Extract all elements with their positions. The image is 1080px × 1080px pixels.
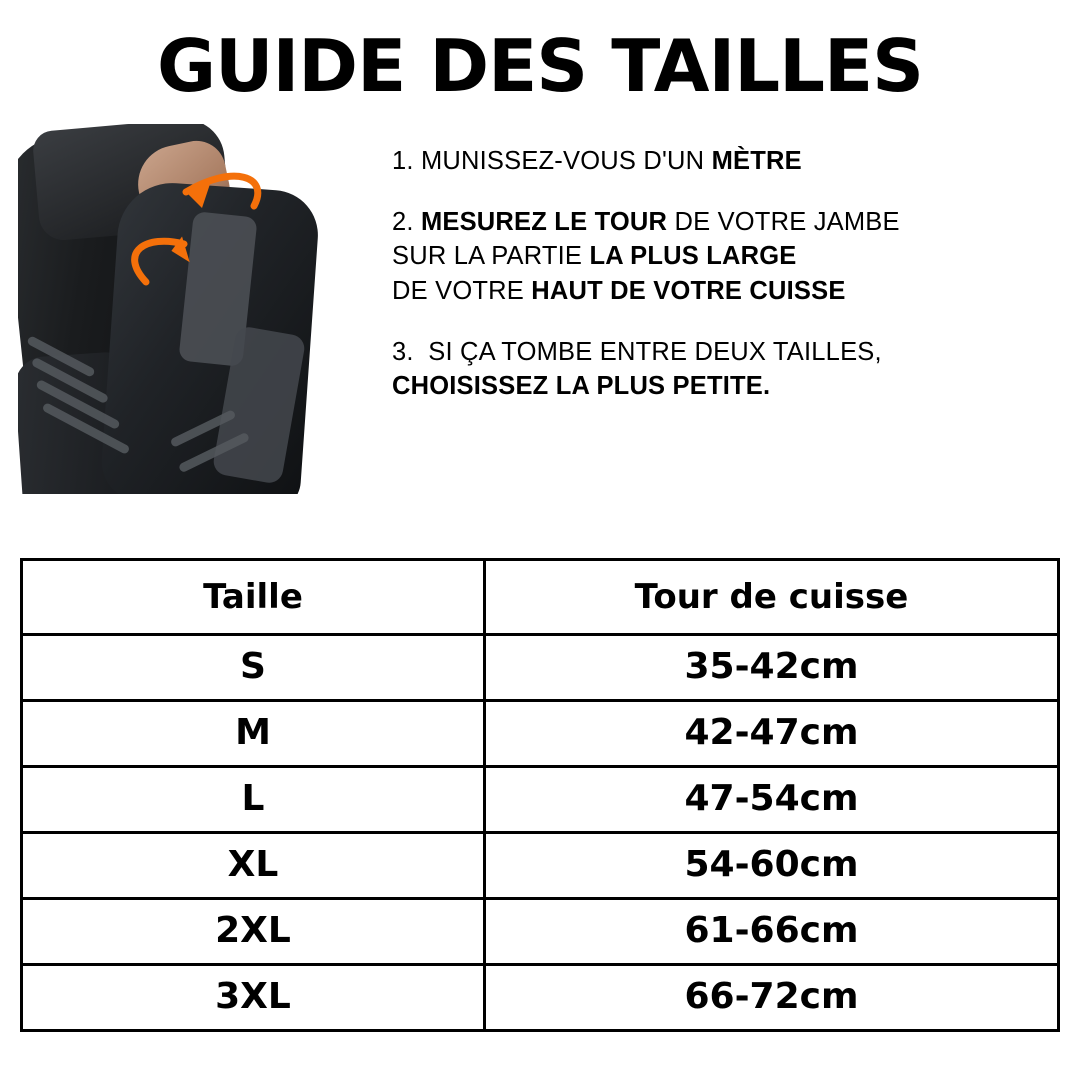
cell-circumference: 66-72cm — [485, 965, 1059, 1031]
size-table — [20, 558, 1060, 1032]
instruction-step-2 — [392, 205, 1080, 309]
table-header-row — [22, 560, 1059, 635]
step-2-text-1: DE VOTRE JAMBE — [667, 207, 900, 236]
table-row — [22, 701, 1059, 767]
table-row — [22, 899, 1059, 965]
measurement-arrows-icon — [18, 124, 378, 494]
step-2-text-3: DE VOTRE — [392, 277, 532, 306]
cell-size: M — [22, 701, 485, 767]
column-header-circumference: Tour de cuisse — [485, 560, 1059, 635]
step-3-emphasis: CHOISISSEZ LA PLUS PETITE. — [392, 372, 771, 401]
cell-circumference: 35-42cm — [485, 635, 1059, 701]
step-2-emphasis-2: LA PLUS LARGE — [589, 242, 797, 271]
step-2-emphasis-1: MESUREZ LE TOUR — [420, 207, 668, 236]
cell-size: 3XL — [22, 965, 485, 1031]
cell-circumference: 42-47cm — [485, 701, 1059, 767]
step-1-emphasis: MÈTRE — [711, 147, 802, 175]
cell-size: 2XL — [22, 899, 485, 965]
cell-circumference: 61-66cm — [485, 899, 1059, 965]
instruction-step-1 — [392, 144, 1080, 179]
step-2-emphasis-3: HAUT DE VOTRE CUISSE — [531, 277, 846, 306]
product-photo — [18, 124, 378, 494]
cell-size: XL — [22, 833, 485, 899]
step-2-text-2: SUR LA PARTIE — [392, 242, 590, 271]
table-row — [22, 767, 1059, 833]
step-2-prefix: 2. — [392, 207, 421, 236]
table-row — [22, 965, 1059, 1031]
cell-size: L — [22, 767, 485, 833]
table-row — [22, 833, 1059, 899]
instruction-step-3 — [392, 335, 1080, 404]
step-1-text: 1. MUNISSEZ-VOUS D'UN — [392, 147, 712, 175]
intro-section — [0, 102, 1080, 492]
cell-circumference: 47-54cm — [485, 767, 1059, 833]
cell-circumference: 54-60cm — [485, 833, 1059, 899]
step-3-text: 3. SI ÇA TOMBE ENTRE DEUX TAILLES, — [392, 337, 882, 366]
photo-background — [18, 124, 378, 494]
column-header-size: Taille — [22, 560, 485, 635]
instruction-list — [378, 102, 1080, 430]
cell-size: S — [22, 635, 485, 701]
table-row — [22, 635, 1059, 701]
page-title: GUIDE DES TAILLES — [156, 24, 924, 108]
